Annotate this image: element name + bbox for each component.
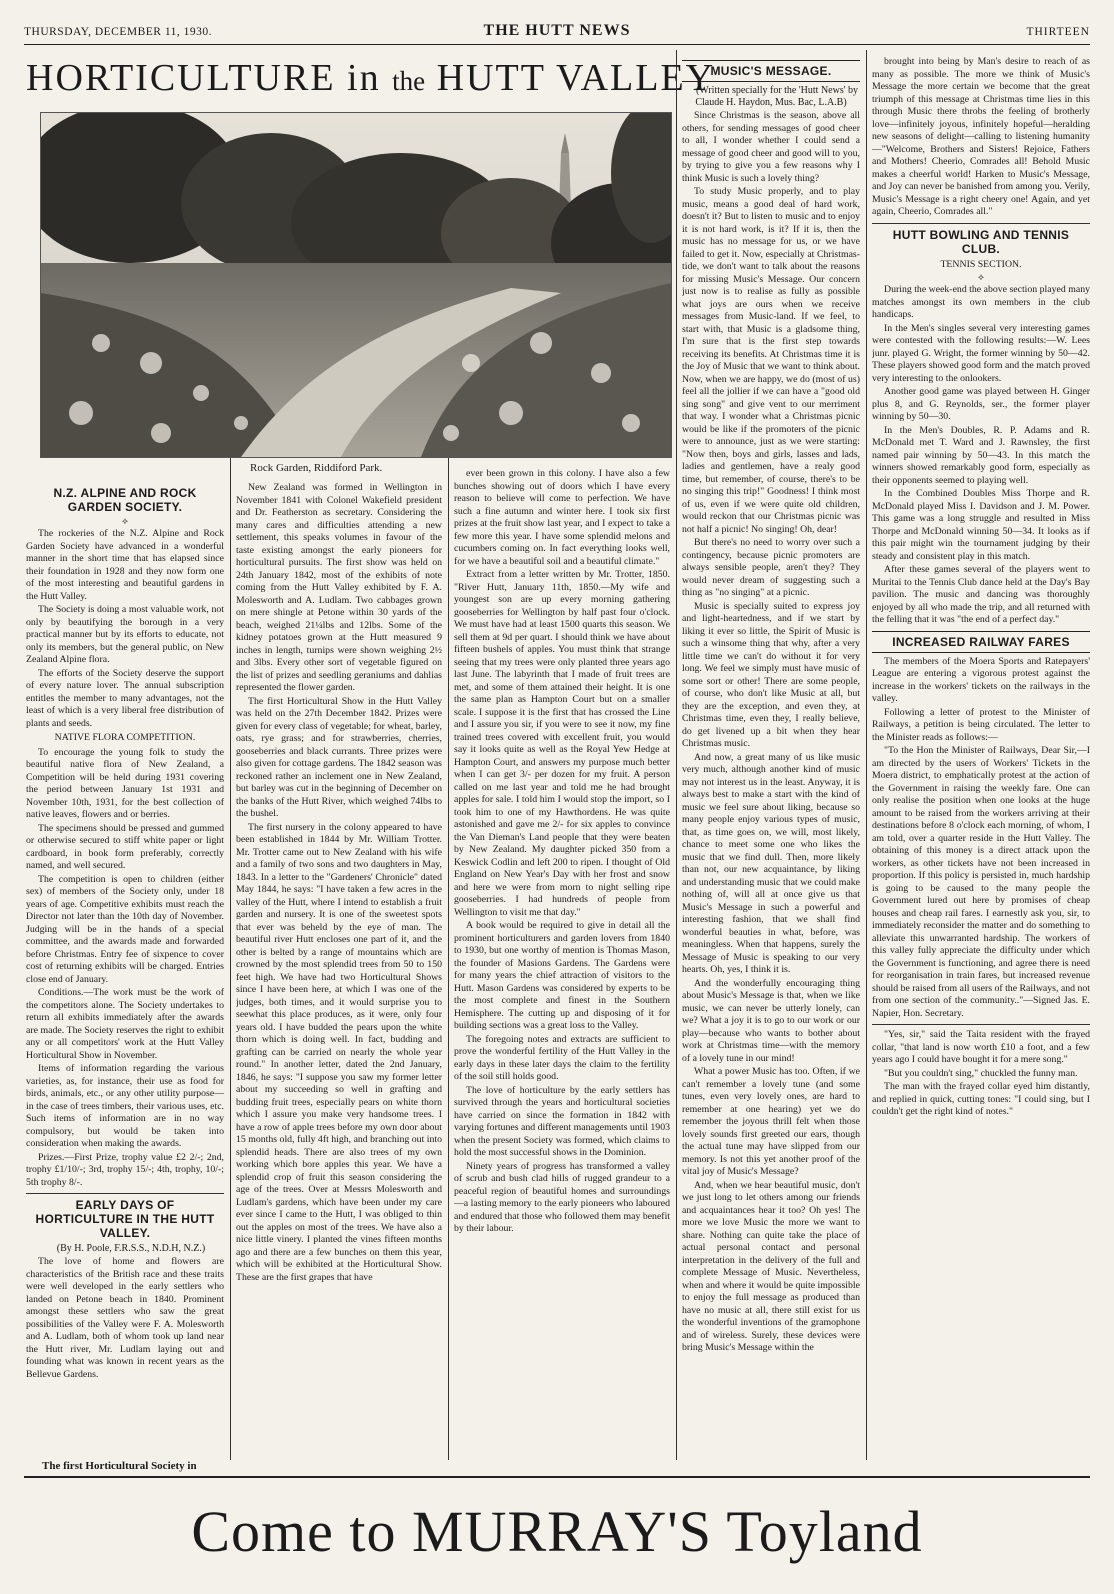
section-divider [872,1024,1090,1025]
paragraph: The man with the frayed collar eyed him distantly, and replied in quick, cutting tones: "I could sing, but I couldn't get the right kind of notes." [872,1081,1090,1117]
paragraph: "Yes, sir," said the Taita resident with the frayed collar, "that land is now worth £10 a foot, and a few years ago I could have bought it for a mere song." [872,1029,1090,1065]
paragraph: The love of horticulture by the early settlers has survived through the years and horticultural societies have carried on since the formation in 1842 with varying fortunes and different managements until 1903 when the present Society was formed, which claims to hold the most successful shows in the Dominion. [454,1084,670,1158]
paragraph: The foregoing notes and extracts are sufficient to prove the wonderful fertility of the Hutt Valley in the early days in these later days the claim to the fertility of the soil still holds good. [454,1033,670,1082]
paragraph: After these games several of the players went to Muritai to the Tennis Club dance held at the Day's Bay pavilion. The music and dancing was thoroughly enjoyed by all who made the trip, and all returned with the felling that it was "the end of a perfect day." [872,564,1090,625]
paragraph: "To the Hon the Minister of Railways, Dear Sir,—I am directed by the users of Workers' Tickets in the Moera district, to emphatically protest at the action of the Government in raising the weekly fare. One can only realise the position when one looks at the huge amount to be raised from the workers arriving at their destinations before 8 o'clock each morning, of whom, I am told, over a quarter reside in the Hutt Valley. The obtaining of this money is a direct attack upon the workers, as other tickets have not been increased in proportion. If this policy is persisted in, much hardship is going to be caused to the many people the Government lured out here by promises of cheap houses and cheap rail fares. I earnestly ask you, sir, to immediately reconsider the matter and do something to alleviate this unwarranted hardship. The workers of this valley fully appreciate the difficulty under which the Government is functioning, and agree there is need for reorganisation in train fares, but increased revenue should be raised from all users of the Railways, and not from one section of the community.."—Signed Jas. E. Napier, Hon. Secretary. [872,745,1090,1019]
headline-part1: HORTICULTURE in [26,57,381,99]
paragraph: The members of the Moera Sports and Ratepayers' League are entering a vigorous protest against the increase in the workers' tickets on the railways in the valley. [872,655,1090,704]
issue-date: THURSDAY, DECEMBER 11, 1930. [24,26,213,38]
paragraph: Since Christmas is the season, above all others, for sending messages of good cheer to all, I wonder whether I could send a message of good cheer and good will to you, by trying to give you a few reasons why I think Music is such a lovely thing? [682,110,860,184]
paragraph: In the Men's Doubles, R. P. Adams and R. McDonald met T. Ward and J. Rawnsley, the first named pair winning by 50—43. In this match the winners showed remarkably good form, especially as their opponents seemed to playing well. [872,424,1090,486]
paragraph: Music is specially suited to express joy and light-heartedness, and if we start by liking it ever so little, the Spirit of Music is such a winsome thing that why, after a very little time we can't do without it for very long. We feel we simply must have music of some sort or other! There are some people, of course, who don't like Music at all, but they are the exception, and even they, at Christmas time, even they, I really believe, do get livened up a bit when they hear Christmas music. [682,600,860,749]
headline-part2: the [392,66,426,96]
paragraph: Items of information regarding the various varieties, as, for instance, their use as food for birds, animals, etc., or any other utility purpose—in the case of trees timbers, their various uses, etc. Such items of information are in no way compulsory, but would be taken into consideration when making the awards. [26,1063,224,1149]
byline-poole: (By H. Poole, F.R.S.S., N.D.H, N.Z.) [56,1243,206,1254]
paragraph: New Zealand was formed in Wellington in November 1841 with Colonel Wakefield president and Dr. Featherston as secretary. Considering the many cares and difficulties attending a new settlement, this speaks volumes in favour of the taste existing amongst the early pioneers for horticultural pursuits. The first show was held on 24th January 1842, most of the exhibits of note coming from the Hutt Valley exhibited by F. A. Molesworth and A. Ludlam. Two cabbages grown on mere shingle at Petone within 30 yards of the beach, weighed 21¼lbs and 12lbs. Some of the kidney potatoes grown at the Hutt measured 9 inches in length, turnips were shown weighing 2½ and 3lbs. Every other sort of vegetable figured on the list of prizes and seedling geraniums and dahlias represented the flower garden. [236,482,442,693]
masthead: THE HUTT NEWS [483,22,631,39]
advertisement-text: Come to MURRAY'S Toyland [191,1499,923,1564]
paragraph: During the week-end the above section played many matches amongst its own members in the club handicaps. [872,284,1090,320]
article-title-alpine: N.Z. ALPINE AND ROCK GARDEN SOCIETY. [53,486,197,514]
paragraph: What a power Music has too. Often, if we can't remember a lovely tune (and some tunes, even very lovely ones, are hard to remember at one hearing) yet we do remember the joyous thrill felt when those lovely sounds first greeted our ears, though the actual tune may have slipped from our memory. Is not this yet another proof of the vital joy of Music's Message? [682,1066,860,1177]
headline-part3: HUTT VALLEY [436,57,716,99]
photo-caption: Rock Garden, Riddiford Park. [250,462,383,474]
paragraph: A book would be required to give in detail all the prominent horticulturers and garden lovers from 1840 to 1930, but one worthy of mention is Thomas Mason, the founder of Masions Gardens. The Gardens were for many years the chief attraction of visitors to the Hutt. Mason Gardens was considered by experts to be the most complete and finest in the Southern Hemisphere. The cutting up and disposing of it for building sections was a great loss to the Valley. [454,920,670,1031]
ornament-divider: ⟡ [122,516,128,526]
subheading-tennis: TENNIS SECTION. [940,258,1022,270]
paragraph: In the Combined Doubles Miss Thorpe and R. McDonald played Miss I. Davidson and J. M. Power. This game was a long struggle and resulted in Miss Thorpe and McDonald winning 50—34. It looks as if this pair might win the tournament judging by their steady and consistent play in this match. [872,488,1090,562]
paragraph: To encourage the young folk to study the beautiful native flora of New Zealand, a Competition will be held during 1931 covering the period between January 1st 1931 and November 10th, 1931, for the best collection of native leaves, flowers and or berries. [26,746,224,820]
paragraph: The first nursery in the colony appeared to have been established in 1844 by Mr. William Trotter. Mr. Trotter came out to New Zealand with his wife and a family of two sons and two daughters in May, 1843. In a letter to the "Gardeners' Chronicle" dated May 1844, he says: "I have taken a few acres in the valley of the Hutt, where I intend to establish a fruit garden and nursery. It is one of the sweetest spots that ever was beheld by the eye of man. The beautiful river Hutt encloses one part of it, and the other is belted by a range of mountains which are crowned by the most splendid trees from 50 to 150 feet high. We have had two Horticultural Shows since I have been here, at which I was one of the judges, both times, and it would surprise you to seewhat this place produces, as it were, only four years old. I have budded the pears upon the white thorn which is doing well. In fact, budding and grafting can be carried on nearly the whole year round." In another letter, dated the 2nd January, 1846, he says: "I suppose you saw my former letter about my succeeding so well in grafting and budding fruit trees, especially pears on white thorn which I assure you make very handsome trees. I have a row of apple trees before my own door about 15 months old, fully 4ft high, and branching out into splendid heads. There are also trees of my own working which bore apples this year. We have a splendid crop of fruit this season considering the age of the trees. Over at Messrs Molesworth and Ludlam's gardens, which have been under my care ever since I came to the Hutt, I was obliged to thin out the apples on most of the trees. We have also a nice little vinery. I planted the vines fifteen months ago and there are a few bunches on them this year, which will be exhibited at the Horticultural Show. These are the first grapes that have [236,821,442,1283]
column-alpine-society [26,482,224,1460]
page-number: THIRTEEN [1026,26,1090,38]
paragraph: The Society is doing a most valuable work, not only by beautifying the borough in a very practical manner but by its efforts to educate, not only its members, but the general public, on New Zealand Alpine flora. [26,604,224,665]
column-early-days-cont-2 [454,468,670,1460]
paragraph: But there's no need to worry over such a contingency, because picnic promoters are always sensible people, aren't they? They would never dream of suggesting such a thing as "no singing" at a picnic. [682,537,860,598]
paragraph: The specimens should be pressed and gummed or otherwise secured to stiff white paper or light cardboard, in book form preferably, correctly named, and well secured. [26,822,224,871]
paragraph: The efforts of the Society deserve the support of every nature lover. The annual subscription entitles the member to many advantages, not the least of which is a very liberal free distribution of plants and seeds. [26,667,224,729]
byline-haydon: (Written specially for the 'Hutt News' by Claude H. Haydon, Mus. Bac, L.A.B) [695,85,859,108]
article-title-bowling: HUTT BOWLING AND TENNIS CLUB. [892,227,1070,256]
article-title-early-days: EARLY DAYS OF HORTICULTURE IN THE HUTT VALLEY. [35,1198,215,1240]
rock-garden-photo [40,112,672,458]
main-headline [26,56,716,100]
column-rule [676,50,677,1460]
paragraph: Prizes.—First Prize, trophy value £2 2/-; 2nd, trophy £1/10/-; 3rd, trophy 15/-; 4th, trophy, 10/-; 5th trophy 8/-. [26,1151,224,1188]
paragraph: Conditions.—The work must be the work of the competitors alone. The Society undertakes to return all exhibits immediately after the awards are made. The Society reserves the right to exhibit any or all competitors' work at the Hutt Valley Horticultural Show in November. [26,987,224,1061]
continuation-line: The first Horticultural Society in [42,1460,197,1472]
section-divider [872,223,1090,224]
paragraph: ever been grown in this colony. I have also a few bunches showing out of doors which I have every reason to believe will come to perfection. We have such a fine autumn and winter here. I took six first prizes at the fruit show last year, and I expect to take a few more this year. I have some splendid melons and cucumbers coming on. In fact everything looks well, for we have a beautiful soil and a beautiful climate." [454,468,670,567]
paragraph: The rockeries of the N.Z. Alpine and Rock Garden Society have advanced in a wonderful manner in the short time that has elapsed since their foundation in 1928 and they now form one of the most interesting and beautiful gardens in the Hutt Valley. [26,528,224,602]
column-rule [230,458,231,1460]
subheading-competition: NATIVE FLORA COMPETITION. [54,732,196,743]
paragraph: Following a letter of protest to the Minister of Railways, a petition is being circulated. The letter to the Minister reads as follows:— [872,706,1090,743]
column-early-days-cont [236,482,442,1460]
photo-illustration [41,113,671,457]
toyland-advertisement [24,1476,1090,1578]
page-header [24,22,1090,45]
ornament-divider: ⟡ [978,272,984,282]
paragraph: brought into being by Man's desire to reach of as many as possible. The more we think of Music's Message the more certain we become that the great triumph of this message at Christmas time lies in this through Music there throbs the feeling of brotherly love—infinitely joyous, infinitely hopeful—heralding new seasons of delight—calling to listening humanity—"Welcome, Brothers and Sisters! Rejoice, Fathers and Mothers! Cheerio, Comrades all! Behold Music makes a cheerful world! Harken to Music's Message, and Joy can never be banished from among you. Verily, Music's Message is a right cheery one! Again, and yet again, Cheerio, Comrades all." [872,56,1090,217]
paragraph: And, when we hear beautiful music, don't we just long to let others among our friends and acquaintances hear it too? Oh yes! The more we love Music the more we want to share. Nothing can quite take the place of actual personal contact and personal interpretation in the delivery of the full and complete Message of Music. Nevertheless, when and where it would be quite impossible to enjoy the full message as produced than have no music at all, there still exist for us the wonderful inventions of the gramophone and of wireless. Surely, these devices were bring Music's Message within the [682,1179,860,1353]
section-divider [26,1193,224,1194]
paragraph: To study Music properly, and to play music, means a good deal of hard work, doesn't it? But to listen to music and to enjoy it is not hard work, is it? If it is, then the music has no message for us, or we have failed to get it. Now, especially at Christmas-tide, we don't want to talk about the reasons for missing Music's Message. Our concern just now is to realise as fully as possible what joys are ours when we receive messages from Music-land. If we feel, to start with, that Music is a gladsome thing, I'm sure that is the first step towards receiving its benefits. At Christmas time it is the Joy of Music that we want to think about. Now, when we are happy, we do (most of us) feel all the jollier if we can have a "good old sing song" and give vent to our merriment that way. I wonder what a Christmas picnic would be like if the promoters of the picnic were to announce, just as we were starting: "Now then, boys and girls, lasses and lads, ladies and gentlemen, have a realy good time, but remember, of course, there's to be no singing this trip!" Goodness! I think most of us, even if we were quite old children, would reckon that our Christmas picnic was not half a picnic! No singing! Oh, dear! [682,186,860,535]
paragraph: The competition is open to children (either sex) of members of the Society only, under 18 years of age. Competitive exhibits must reach the Director not later than the 10th day of November. Judging will be in the hands of a special committee, and the awards made and forwarded before Christmas. Entry fee of sixpence to cover cost of returning exhibits will be charged. Entries close end of January. [26,873,224,985]
paragraph: Extract from a letter written by Mr. Trotter, 1850. "River Hutt, January 11th, 1850.—My wife and youngest son are up every morning gathering gooseberries for Wellington by half past four o'clock. We must have had at least 1500 quarts this season. We sell them at 9d per quart. I should think we have about fifteen bushels of apples. You must think that strange seeing that my trees were only planted three years ago last June. The labyrinth that I made of fruit trees are met, and some of them attained their height. It is one the same plan as Hampton Court but on a smaller scale. I suppose it is the first that has crossed the Line and I assure you sir, if you were to see it now, my fine trained trees covered with excellent fruit, you would say it looks quite as well as the Royal Yew Hedge at Hampton Court, and answers my purpose much better when I can get 3/- per dozen for my fruit. A person called on me last year and told me he had brought apples for sale. I told him I would stop the import, so I took him to one of my Hawthordens. He was quite astonished and gave me 2/- for six apples to convince the Van Dieman's Land people that they were beaten by New Zealand. My daughter picked 350 from a Keswick Codlin and left 200 to ripen. I thought of Old England on New Year's Day with her frost and snow and here we were from morn to night selling ripe gooseberries. I had hundreds of people from Wellington to visit me that day." [454,569,670,918]
column-right [872,56,1090,1460]
paragraph: In the Men's singles several very interesting games were contested with the following results:—W. Lees junr. played G. Wright, the former winning by 50—42. These players showed good form and the match proved very interesting to the onlookers. [872,322,1090,384]
paragraph: The first Horticultural Show in the Hutt Valley was held on the 27th December 1842. Prizes were given for every class of vegetable; for wheat, barley, oats, rye grass; and for strawberries, cherries, gooseberries and black currants. Three prizes were also given for cottage gardens. The 1842 season was reckoned rather an inclement one in New Zealand, but barley was cut in the beginning of December on the banks of the Hutt River, which weighed 74lbs to the bushel. [236,695,442,819]
column-rule [866,50,867,1460]
paragraph: Ninety years of progress has transformed a valley of scrub and bush clad hills of rugged grandeur to a peaceful region of beautiful homes and surroundings—a lasting memory to the early pioneers who laboured and endured that those who followed them may benefit by their labour. [454,1160,670,1234]
paragraph: And the wonderfully encouraging thing about Music's Message is that, when we like music, we can never be utterly lonely, can we? What a joy it is to go to our work or our play—because who wants to bother about work at Christmas time—with the memory of a lovely tune in our mind! [682,977,860,1064]
paragraph: "But you couldn't sing," chuckled the funny man. [884,1067,1078,1079]
article-title-railway: INCREASED RAILWAY FARES [872,631,1090,653]
paragraph: Another good game was played between H. Ginger plus 8, and G. Reynolds, ser., the former player winning by 50—30. [872,386,1090,422]
paragraph: The love of home and flowers are characteristics of the British race and these traits were well developed in the early settlers who landed on Petone beach in 1840. Prominent amongst these settlers who saw the great possibilities of the Valley were F. A. Molesworth and A. Ludlam, both of whom took up land near the Hutt river, Mr. Ludlam laying out and founding what was known in recent years as the Bellevue Gardens. [26,1256,224,1380]
column-musics-message [682,56,860,1460]
article-title-music: MUSIC'S MESSAGE. [682,60,860,82]
column-rule [448,458,449,1460]
paragraph: And now, a great many of us like music very much, although another kind of music may not interest us in the least. Anyway, it is always best to make a start with the kind of music we feel sure about liking, because so many people enjoy various types of music, that, as time goes on, we will, most likely, chance to meet some one who likes the music that we find dull. Then, more likely than not, our new acquaintance, by liking and understanding music that we could make nothing of, will all at once give us that Music's Message in such a powerful and interesting fashion, that we shall find wonderful beauties in what, before, was meaningless. When that happens, surely the Message of Music is speaking to our very hearts. Oh, yes, I think it is. [682,751,860,975]
